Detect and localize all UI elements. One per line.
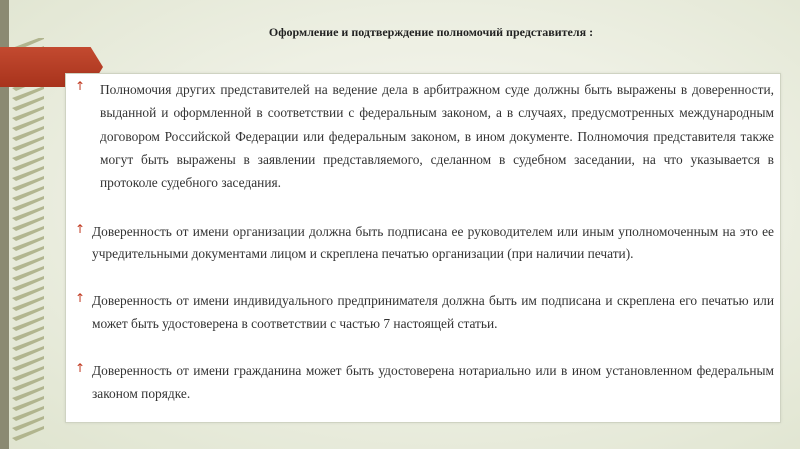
bullet-arrow-icon: ↑ xyxy=(75,222,86,236)
paragraph-entrepreneur-power-of-attorney: Доверенность от имени индивидуального предпринимателя должна быть им подписана и скреплена его печатью или может быть удостоверена в соответствии с частью 7 настоящей статьи. xyxy=(92,293,774,331)
paragraph-representative-powers: Полномочия других представителей на ведение дела в арбитражном суде должны быть выражены в доверенности, выданной и оформленной в соответствии с федеральным законом, а в случаях, предусмотренных международным договором Российской Федерации или федеральным законом, в ином документе. Полномочия представителя также могут быть выражены в заявлении представляемого, сделанном в судебном заседании, на что указывается в протоколе судебного заседания. xyxy=(100,82,774,191)
bullet-arrow-icon: ↑ xyxy=(75,79,86,93)
bullet-arrow-icon: ↑ xyxy=(75,361,86,375)
slide-title: Оформление и подтверждение полномочий представителя : xyxy=(268,25,594,39)
paragraph-citizen-power-of-attorney: Доверенность от имени гражданина может быть удостоверена нотариально или в ином установленном федеральным законом порядке. xyxy=(92,363,774,401)
paragraph-organization-power-of-attorney: Доверенность от имени организации должна быть подписана ее руководителем или иным уполномоченным на это ее учредительными документами лицом и скреплена печатью организации (при наличии печати). xyxy=(92,224,774,262)
bullet-arrow-icon: ↑ xyxy=(75,291,86,305)
